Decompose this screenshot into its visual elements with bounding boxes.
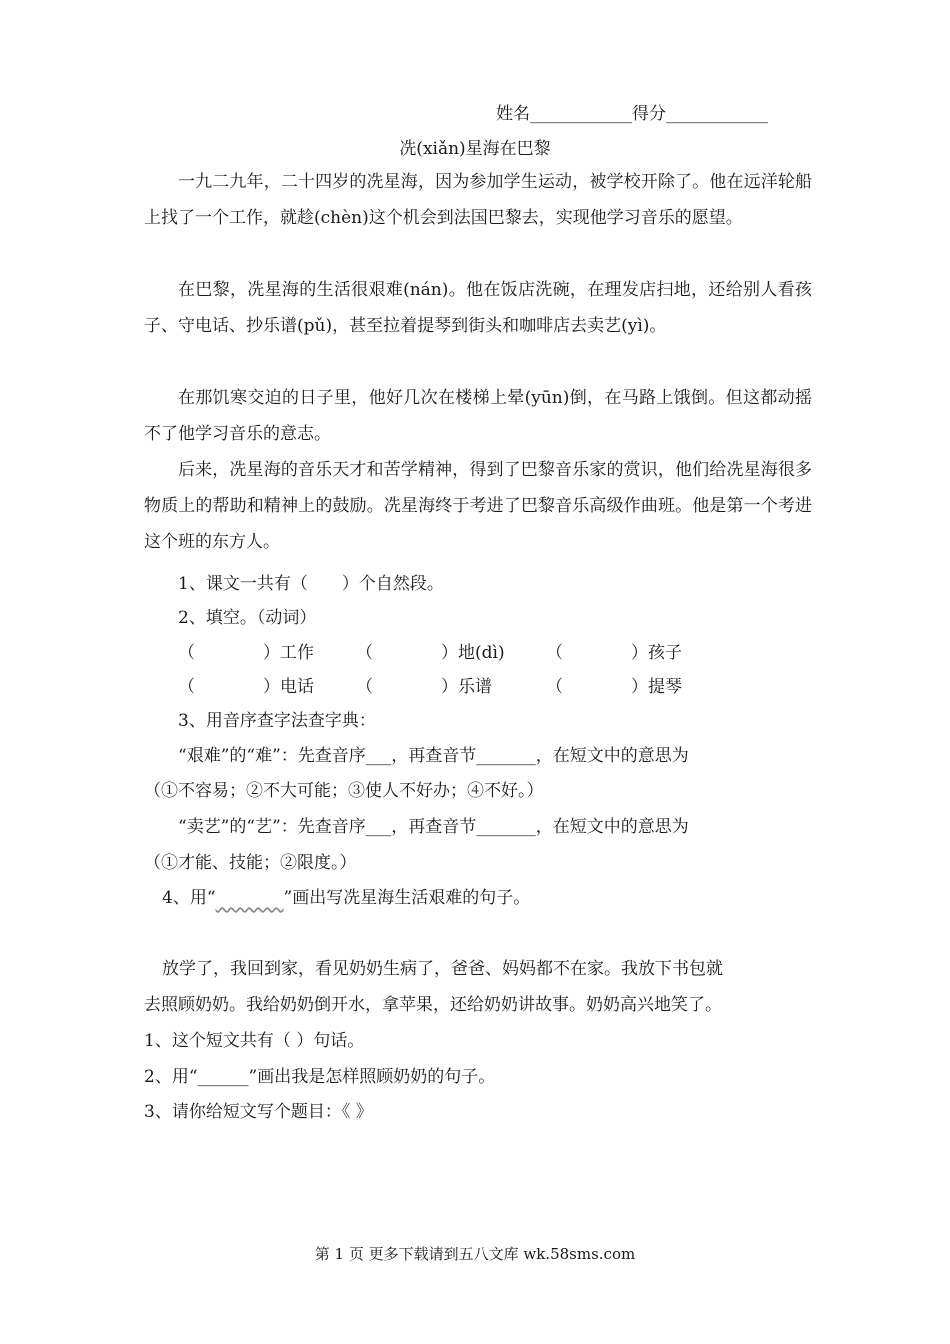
passage-2-question-1: 1、这个短文共有（ ）句话。 <box>144 1031 365 1051</box>
paragraph-4: 后来，冼星海的音乐天才和苦学精神，得到了巴黎音乐家的赏识，他们给冼星海很多物质上的帮助和精神上的鼓励。冼星海终于考进了巴黎音乐高级作曲班。他是第一个考进这个班的东方人。 <box>144 460 812 552</box>
page-footer: 第 1 页 更多下载请到五八文库 wk.58sms.com <box>314 1245 636 1263</box>
question-3a-line1: “艰难”的“难”：先查音序___，再查音节_______，在短文中的意思为 <box>178 746 689 766</box>
question-3a-line2: （①不容易；②不大可能；③使人不好办；④不好。） <box>144 781 544 801</box>
passage-2-line-2: 去照顾奶奶。我给奶奶倒开水，拿苹果，还给奶奶讲故事。奶奶高兴地笑了。 <box>144 995 722 1015</box>
fill-blank: （ ）电话 <box>178 677 314 697</box>
passage-2-line-1: 放学了，我回到家，看见奶奶生病了，爸爸、妈妈都不在家。我放下书包就 <box>162 959 723 979</box>
question-3: 3、用音序查字法查字典： <box>178 711 376 731</box>
passage-2-question-3: 3、请你给短文写个题目：《 》 <box>144 1102 373 1122</box>
wavy-line-sample <box>216 888 284 908</box>
fill-blank: （ ）乐谱 <box>356 677 492 697</box>
passage-title: 冼(xiǎn)星海在巴黎 <box>399 139 551 159</box>
question-4-suffix: ”画出写冼星海生活艰难的句子。 <box>283 888 531 908</box>
question-2: 2、填空。（动词） <box>178 608 317 628</box>
fill-blank: （ ）孩子 <box>546 643 682 663</box>
fill-blank: （ ）地(dì) <box>356 643 505 663</box>
paragraph-2: 在巴黎，冼星海的生活很艰难(nán)。他在饭店洗碗，在理发店扫地，还给别人看孩子、守电话、抄乐谱(pǔ)，甚至拉着提琴到街头和咖啡店去卖艺(yì)。 <box>144 280 812 336</box>
question-4 <box>162 886 530 910</box>
question-1: 1、课文一共有（ ）个自然段。 <box>178 574 444 594</box>
name-score-line: 姓名____________得分____________ <box>496 104 768 124</box>
question-3b-line1: “卖艺”的“艺”：先查音序___，再查音节_______，在短文中的意思为 <box>178 817 689 837</box>
fill-blank: （ ）提琴 <box>546 677 682 697</box>
paragraph-3: 在那饥寒交迫的日子里，他好几次在楼梯上晕(yūn)倒，在马路上饿倒。但这都动摇不了他学习音乐的意志。 <box>144 388 812 444</box>
paragraph-1: 一九二九年，二十四岁的冼星海，因为参加学生运动，被学校开除了。他在远洋轮船上找了一个工作，就趁(chèn)这个机会到法国巴黎去，实现他学习音乐的愿望。 <box>144 172 812 228</box>
question-4-prefix: 4、用“ <box>162 888 216 908</box>
question-3b-line2: （①才能、技能；②限度。） <box>144 853 357 873</box>
fill-blank: （ ）工作 <box>178 643 314 663</box>
passage-2-question-2: 2、用“______”画出我是怎样照顾奶奶的句子。 <box>144 1067 496 1087</box>
